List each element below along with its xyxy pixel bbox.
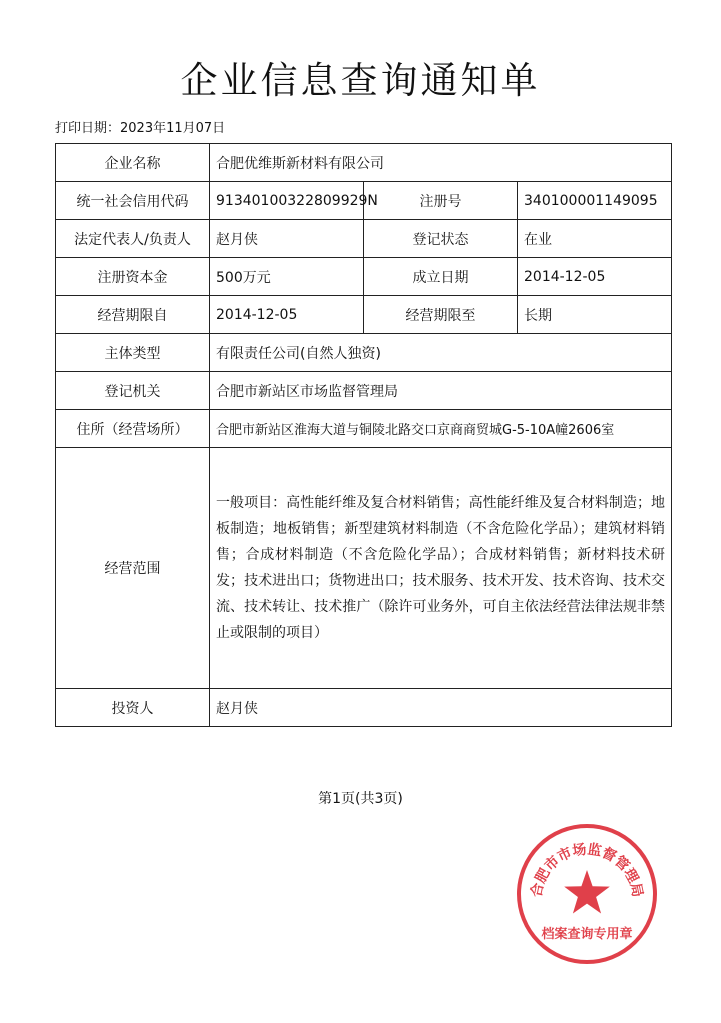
company-info-table xyxy=(55,143,672,727)
address-value: 合肥市新站区淮海大道与铜陵北路交口京商商贸城G-5-10A幢2606室 xyxy=(210,410,672,448)
credit-code-label: 统一社会信用代码 xyxy=(56,182,210,220)
seal-bottom-text: 档案查询专用章 xyxy=(541,927,633,942)
table-row xyxy=(56,182,672,220)
table-row xyxy=(56,258,672,296)
document-title: 企业信息查询通知单 xyxy=(180,59,541,102)
table-row xyxy=(56,334,672,372)
found-date-label: 成立日期 xyxy=(364,258,518,296)
print-date: 打印日期：2023年11月07日 xyxy=(55,121,226,136)
table-row xyxy=(56,689,672,727)
reg-no-value: 340100001149095 xyxy=(518,182,672,220)
capital-label: 注册资本金 xyxy=(56,258,210,296)
star-icon xyxy=(564,870,610,914)
found-date-value: 2014-12-05 xyxy=(518,258,672,296)
reg-status-label: 登记状态 xyxy=(364,220,518,258)
legal-rep-label: 法定代表人/负责人 xyxy=(56,220,210,258)
credit-code-value: 91340100322809929N xyxy=(210,182,364,220)
term-to-value: 长期 xyxy=(518,296,672,334)
investor-label: 投资人 xyxy=(56,689,210,727)
seal-top-text: 合肥市市场监督管理局 xyxy=(528,841,646,899)
entity-type-label: 主体类型 xyxy=(56,334,210,372)
capital-value: 500万元 xyxy=(210,258,364,296)
term-from-value: 2014-12-05 xyxy=(210,296,364,334)
table-row xyxy=(56,144,672,182)
reg-status-value: 在业 xyxy=(518,220,672,258)
address-label: 住所（经营场所） xyxy=(56,410,210,448)
authority-label: 登记机关 xyxy=(56,372,210,410)
term-to-label: 经营期限至 xyxy=(364,296,518,334)
official-seal xyxy=(515,822,659,966)
page-number: 第1页(共3页) xyxy=(318,791,403,807)
company-name-value: 合肥优维斯新材料有限公司 xyxy=(210,144,672,182)
term-from-label: 经营期限自 xyxy=(56,296,210,334)
table-row xyxy=(56,220,672,258)
scope-label: 经营范围 xyxy=(56,448,210,689)
table-row xyxy=(56,448,672,689)
table-row xyxy=(56,296,672,334)
company-name-label: 企业名称 xyxy=(56,144,210,182)
table-row xyxy=(56,372,672,410)
investor-value: 赵月侠 xyxy=(210,689,672,727)
authority-value: 合肥市新站区市场监督管理局 xyxy=(210,372,672,410)
legal-rep-value: 赵月侠 xyxy=(210,220,364,258)
reg-no-label: 注册号 xyxy=(364,182,518,220)
table-row xyxy=(56,410,672,448)
scope-value: 一般项目：高性能纤维及复合材料销售；高性能纤维及复合材料制造；地板制造；地板销售；新型建筑材料制造（不含危险化学品）；建筑材料销售；合成材料制造（不含危险化学品）；合成材料销售；新材料技术研发；技术进出口；货物进出口；技术服务、技术开发、技术咨询、技术交流、技术转让、技术推广（除许可业务外，可自主依法经营法律法规非禁止或限制的项目） xyxy=(210,448,672,689)
entity-type-value: 有限责任公司(自然人独资) xyxy=(210,334,672,372)
